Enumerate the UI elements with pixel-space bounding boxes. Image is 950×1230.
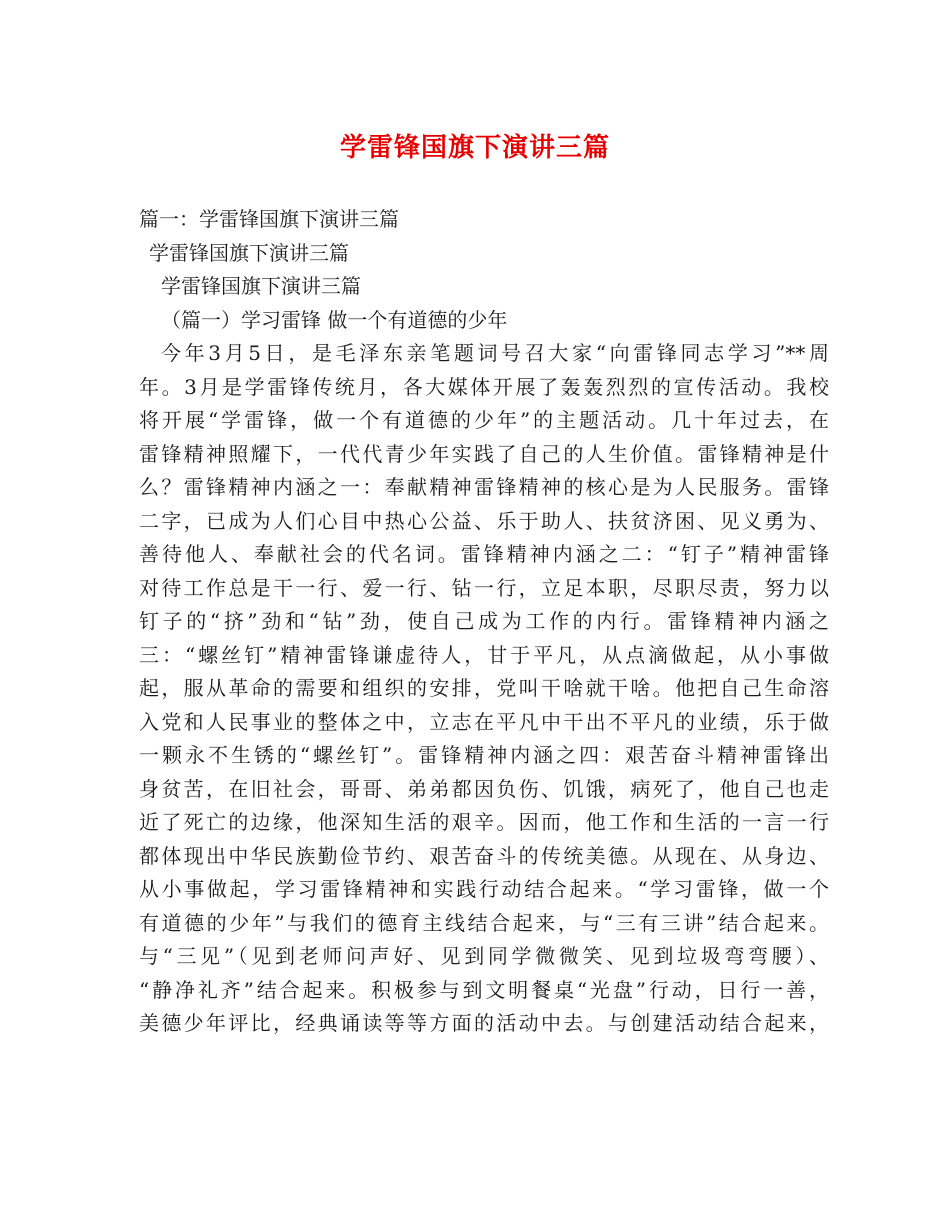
body-line: 与“三见”（见到老师问声好、见到同学微微笑、见到垃圾弯弯腰）、 [139, 944, 829, 968]
body-line: “静净礼齐”结合起来。积极参与到文明餐桌“光盘”行动，日行一善， [139, 977, 829, 1002]
body-line: 年。3月是学雷锋传统月，各大媒体开展了轰轰烈烈的宣传活动。我校 [139, 374, 829, 399]
body-line: 善待他人、奉献社会的代名词。雷锋精神内涵之二：“钉子”精神雷锋 [139, 542, 829, 566]
document-title: 学雷锋国旗下演讲三篇 [339, 133, 610, 163]
body-line: 有道德的少年”与我们的德育主线结合起来，与“三有三讲”结合起来。 [139, 910, 829, 935]
heading-line-2: 学雷锋国旗下演讲三篇 [149, 240, 349, 265]
heading-line-3: 学雷锋国旗下演讲三篇 [161, 274, 361, 298]
heading-line-1: 篇一：学雷锋国旗下演讲三篇 [139, 207, 399, 231]
body-line: 一颗永不生锈的“螺丝钉”。雷锋精神内涵之四：艰苦奋斗精神雷锋出 [139, 743, 829, 767]
body-line: 雷锋精神照耀下，一代代青少年实践了自己的人生价值。雷锋精神是什 [139, 441, 829, 466]
body-line: 身贫苦，在旧社会，哥哥、弟弟都因负伤、饥饿，病死了，他自己也走 [139, 776, 829, 801]
body-line: 都体现出中华民族勤俭节约、艰苦奋斗的传统美德。从现在、从身边、 [139, 843, 829, 868]
body-line: 三：“螺丝钉”精神雷锋谦虚待人，甘于平凡，从点滴做起，从小事做 [139, 642, 829, 667]
body-line: 起，服从革命的需要和组织的安排，党叫干啥就干啥。他把自己生命溶 [139, 676, 829, 700]
body-line: 二字，已成为人们心目中热心公益、乐于助人、扶贫济困、见义勇为、 [139, 508, 829, 533]
body-line: 美德少年评比，经典诵读等等方面的活动中去。与创建活动结合起来， [139, 1011, 829, 1035]
body-line: 么？雷锋精神内涵之一：奉献精神雷锋精神的核心是为人民服务。雷锋 [139, 475, 829, 499]
section-heading: （篇一）学习雷锋 做一个有道德的少年 [161, 307, 508, 332]
body-line: 钉子的“挤”劲和“钻”劲，使自己成为工作的内行。雷锋精神内涵之 [139, 609, 829, 633]
body-line: 近了死亡的边缘，他深知生活的艰辛。因而，他工作和生活的一言一行 [139, 810, 829, 834]
body-line: 今年3月5日，是毛泽东亲笔题词号召大家“向雷锋同志学习”**周 [161, 341, 829, 365]
body-line: 从小事做起，学习雷锋精神和实践行动结合起来。“学习雷锋，做一个 [139, 877, 829, 901]
body-line: 对待工作总是干一行、爱一行、钻一行，立足本职，尽职尽责，努力以 [139, 575, 829, 600]
body-paragraph [139, 337, 829, 1041]
body-line: 入党和人民事业的整体之中，立志在平凡中干出不平凡的业绩，乐于做 [139, 709, 829, 734]
document-body [139, 203, 829, 1041]
body-line: 将开展“学雷锋，做一个有道德的少年”的主题活动。几十年过去，在 [139, 408, 829, 432]
